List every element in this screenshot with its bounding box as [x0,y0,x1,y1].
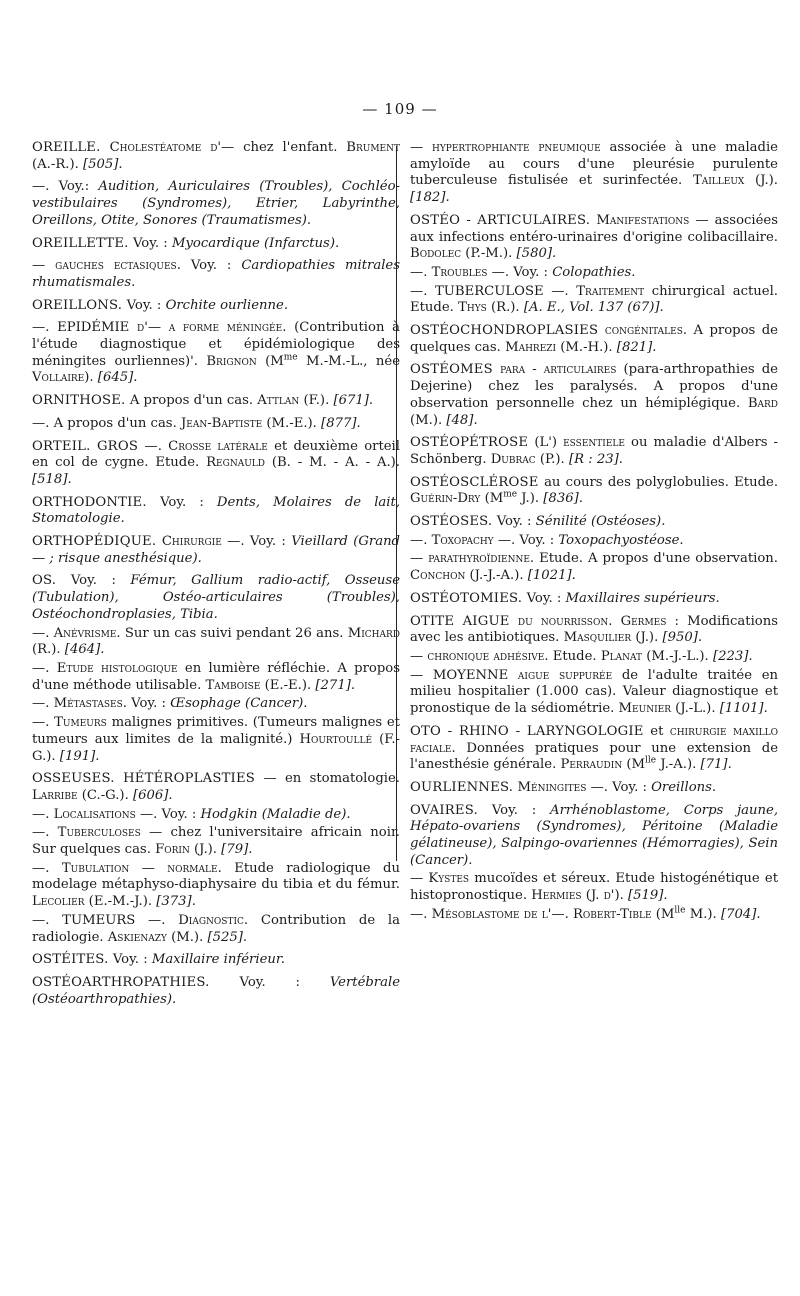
entry-text: Maxillaire inférieur. [151,952,285,968]
entry-text: [48]. [446,412,478,428]
entry-text: Bodolec [410,246,462,262]
entry-headword: ORTEIL. GROS [32,438,145,454]
index-entry [32,661,400,694]
entry-text: chirurgical actuel. Etude. [410,283,778,316]
entry-text: . A propos de quelques cas. [410,323,778,355]
index-entry [32,696,400,713]
entry-text: (L') [534,435,564,451]
entry-text: (M [256,353,284,369]
entry-headword: OREILLONS. [32,297,127,313]
page-number: — 109 — [362,100,438,118]
entry-text: (R.). [32,642,65,658]
entry-text: [A. E., Vol. 137 (67)]. [523,300,664,316]
entry-text: Cardiopathies mitrales rhumatismales. [32,258,400,290]
entry-text: (M.-J.-L.). [642,648,713,664]
entry-text: —. [32,860,62,876]
entry-text: Métastases [53,696,123,712]
entry-text: [373]. [156,894,196,910]
entry-text: (B. - M. - A. - A.). [264,455,401,471]
entry-text: A propos d'un cas. [129,393,258,409]
entry-text: hypertrophiante pneumique [431,140,601,155]
entry-text: —. [144,438,169,454]
entry-text: Germes [620,613,667,629]
index-entry [410,533,778,550]
entry-text: Voy. : [491,802,551,818]
index-entry [32,975,400,1008]
entry-text: —. Voy. : [135,806,201,822]
entry-text: Oreillons. [651,779,717,795]
entry-text: . Etude radiologique du modelage métaphyso-diaphysaire du tibia et du fémur. [32,860,400,893]
entry-text: —. Voy. : [221,534,292,550]
column-divider [396,146,397,861]
entry-text: Conchon [410,568,466,584]
entry-text: Robert-Tible [572,906,652,922]
index-entry [32,439,400,489]
entry-headword: OSTÉOCHONDROPLASIES [410,323,605,339]
entry-headword: OVAIRES. [410,802,492,818]
entry-text: malignes primitives. (Tumeurs malignes et tumeurs aux limites de la malignité.) [32,715,400,747]
entry-text: (J.). [744,173,778,189]
entry-text: Manifestations [596,212,690,228]
entry-text: Dents, Molaires de lait, Stomatologie. [32,494,401,527]
entry-text: Vollaire [32,370,85,386]
entry-text: —. TUBERCULOSE —. [410,283,577,299]
entry-text: —. [32,715,55,731]
entry-text: associée à une maladie amyloïde au cours d'une pleurésie purulente tuberculeuse fistulisée et surinfectée. [410,140,778,189]
entry-text: Fémur, Gallium radio-actif, Osseuse (Tubulation), Ostéo-articulaires (Troubles), Ostéochondroplasies, Tibia. [32,573,401,622]
entry-text: Colopathies. [552,264,636,280]
entry-text: (J. [581,888,604,904]
entry-text: Larribe [32,787,78,803]
index-entry [410,475,778,508]
entry-text: me [283,352,298,363]
entry-text: — chez l'enfant. [221,140,347,155]
entry-text: essentiele [563,435,625,451]
entry-text: (C.-G.). [77,787,133,803]
entry-text: chronique adhésive [427,648,545,664]
entry-text: Hermies [531,888,582,904]
entry-text: au cours des polyglobulies. Etude. [544,474,779,490]
entry-text: [191]. [59,748,100,764]
entry-text: Voy. : [160,494,217,510]
entry-text: en lumière réfléchie. A propos d'une méthode utilisable. [32,660,400,693]
entry-text: Audition, Auriculaires (Troubles), Cochléo-vestibulaires (Syndromes), Etrier, Labyrinthe, Oreillons, Otite, Sonores (Traumatismes). [32,179,400,228]
index-entry [410,668,778,718]
entry-text: de l'adulte traitée en milieu hospitalier (1.000 cas). Valeur diagnostique et pronostique de la sédiométrie. [410,667,778,717]
entry-text: . Etude. A propos d'une observation. [529,551,778,567]
entry-text: (F.-G.). [32,731,400,764]
entry-text: Forin [155,842,190,858]
entry-text: —. EPIDÉMIE [32,320,137,336]
entry-text: —. Voy.: [32,179,99,195]
entry-text: me [503,489,518,500]
entry-text: [518]. [32,471,72,487]
entry-text: Voy. : [239,974,330,990]
index-entry [32,952,400,969]
entry-text: [1021]. [527,568,576,584]
index-entry [410,724,778,774]
entry-text: et [650,723,670,739]
entry-text: — en stomatologie. [263,771,400,787]
entry-text: (J.). [189,842,222,858]
entry-text: Hodgkin (Maladie de). [200,806,351,822]
entry-text: Mahrezi [505,339,557,355]
entry-text: Crosse latérale [168,438,268,454]
entry-text: (J.-L.). [670,701,720,717]
entry-text: Tamboise [205,677,261,693]
entry-text: (M.). [166,929,208,945]
entry-text: Voy. : [126,297,166,313]
entry-text: [645]. [97,370,138,386]
entry-text: Voy. : [70,573,131,589]
index-entry [32,534,400,567]
entry-text: (E.-M.-J.). [84,894,157,910]
index-entry [410,362,778,429]
entry-text: Tubulation — normale [61,860,218,876]
index-column-left [32,140,400,1014]
entry-text: — [410,140,432,155]
entry-text: — [32,258,56,274]
entry-text: —. [551,906,573,922]
entry-text: —. TUMEURS —. [32,912,179,928]
entry-text: Lecolier [32,894,85,910]
entry-text: Tuberculoses [57,825,141,841]
entry-text: Troubles [431,264,488,280]
index-entry [32,913,400,946]
entry-text: Kystes [428,871,470,887]
entry-text: (M [622,757,646,773]
entry-text: Mésoblastome de l' [431,906,552,922]
entry-text: Diagnostic [178,912,244,928]
entry-text: (F.). [299,393,334,409]
entry-text: Voy. : [132,235,172,251]
entry-text: (P.). [535,451,569,467]
entry-text: . Données pratiques pour une extension de l'anesthésie générale. [410,740,778,773]
entry-text: (R.). [486,300,524,316]
index-entry [32,320,400,387]
entry-text: et deuxième orteil en col de cygne. Etude. [32,438,400,471]
entry-text: Askienazy [107,929,167,945]
entry-text: [182]. [410,190,450,206]
entry-text: Arrhénoblastome, Corps jaune, Hépato-ovariens (Syndromes), Péritoine (Maladie gélatineuse), Salpingo-ovariennes (Hémorragies), Sein (Cancer). [410,802,779,868]
entry-headword: OSTÉOMES [410,362,501,378]
entry-text: mucoïdes et séreux. Etude histogénétique et histopronostique. [410,871,778,904]
entry-text: Hourtoullé [299,731,373,747]
entry-text: parathyroïdienne [428,551,530,567]
entry-text: Brument [346,140,400,155]
entry-text: Brignon [206,353,257,369]
index-entry [410,614,778,647]
entry-text: —. A propos d'un cas. [32,415,181,431]
index-entry [32,416,400,433]
entry-text: (E.-E.). [260,677,316,693]
index-entry [32,573,400,623]
entry-text: [519]. [627,888,668,904]
entry-text: Regnauld [206,455,265,471]
entry-text: —. [32,660,57,676]
entry-text: (M.-H.). [556,339,617,355]
index-entry [410,265,778,282]
entry-text: Etude histologique [56,660,178,676]
entry-text: —. [410,532,432,548]
entry-text: ). [84,370,98,386]
entry-text: Perraudin [560,757,623,773]
entry-text: —. Voy. : [487,264,553,280]
entry-headword: OURLIENNES. [410,779,518,795]
entry-text: [950]. [662,630,703,646]
entry-text: (J.-J.-A.). [465,568,528,584]
entry-text: congénitales [604,323,683,339]
entry-text: [821]. [616,339,657,355]
entry-headword: OS. [32,573,71,589]
entry-text: —. Voy. : [586,779,652,795]
entry-text: (M [651,906,675,922]
index-column-right [410,140,778,930]
entry-text: Sénilité (Ostéoses). [535,514,666,530]
entry-headword: OREILLE. [32,140,110,155]
entry-text: —. [32,696,54,712]
entry-text: Toxopachyostéose. [558,532,684,548]
index-entry [32,140,400,173]
index-entry [410,591,778,608]
index-entry [32,258,400,291]
entry-text: lle [645,755,657,766]
entry-text: Vertébrale (Ostéoarthropathies). [32,974,400,1007]
entry-text: ). [614,888,628,904]
entry-text: Tumeurs [54,715,107,731]
entry-headword: OSTÉO - ARTICULAIRES. [410,212,597,228]
entry-text: para - articulaires [500,362,617,378]
entry-text: du nourrisson [517,613,609,629]
entry-text: [525]. [207,929,248,945]
entry-text: — [410,871,429,887]
entry-text: . Etude. [544,648,601,664]
index-entry [32,298,400,315]
entry-text: —. [32,825,58,841]
entry-text: Guérin-Dry [410,491,481,507]
index-entry [32,861,400,911]
entry-text: . Voy. : [122,696,171,712]
entry-headword: OTO - RHINO - LARYNGOLOGIE [410,723,651,739]
entry-text: Vieillard (Grand — ; risque anesthésique). [32,534,400,566]
entry-text: Jean-Baptiste [180,415,263,431]
entry-text: Voy. : [112,952,152,968]
entry-text: gauches ectasiques [55,258,177,274]
entry-text: (M.-E.). [262,415,322,431]
index-entry [410,803,778,870]
index-entry [32,807,400,824]
entry-text: [223]. [712,648,753,664]
index-entry [32,825,400,858]
entry-text: — [410,648,428,664]
entry-headword: OSTÉOTOMIES. [410,590,527,606]
entry-text: (P.-M.). [461,246,517,262]
entry-text: Planat [600,648,643,664]
entry-text: chirurgie maxillo faciale [410,723,779,756]
entry-text: [671]. [333,393,374,409]
entry-text: [464]. [64,642,105,658]
entry-text: — chez l'universitaire africain noir. Sur quelques cas. [32,825,400,858]
entry-text: (A.-R.). [32,156,83,172]
index-entry [410,284,778,317]
entry-text: Cholestéatome d' [109,140,222,155]
entry-text: Bard [747,395,778,411]
entry-text: — associées aux infections entéro-urinaires d'origine colibacillaire. [410,212,778,245]
index-entry [410,435,778,468]
index-entry [410,140,778,207]
entry-text: aigue suppurée [517,667,613,683]
entry-text: lle [674,905,686,916]
entry-text: Chirurgie [161,534,222,550]
entry-text: Toxopachy [431,532,494,548]
entry-headword: OSTÉOSES. [410,514,497,530]
entry-text: Attlan [257,393,300,409]
entry-text: (para-arthropathies de Dejerine) chez les paralysés. A propos d'une observation personnelle chez un hémiplégique. [410,362,778,411]
index-entry [32,179,400,229]
entry-text: (M [480,491,504,507]
entry-text: Myocardique (Infarctus). [171,235,340,251]
entry-text: [580]. [516,246,557,262]
entry-text: (J.). [631,630,663,646]
entry-text: Tailleux [692,173,745,189]
entry-text: [1101]. [719,701,768,717]
entry-text: — MOYENNE [410,667,518,683]
index-entry [32,236,400,253]
index-entry [32,626,400,659]
entry-text: [836]. [543,491,583,507]
entry-text: Maxillaires supérieurs. [565,590,720,606]
entry-text: [606]. [132,787,173,803]
entry-text: Localisations [53,806,136,822]
entry-headword: ORTHODONTIE. [32,494,161,510]
index-entry [410,780,778,797]
index-entry [410,907,778,924]
entry-text: Méningites [517,779,587,795]
entry-text: — [410,551,429,567]
entry-text: . Contribution de la radiologie. [32,912,400,945]
entry-text: —. [410,264,432,280]
entry-text: : Modifications avec les antibiotiques. [410,613,778,646]
entry-text: Œsophage (Cancer). [170,696,308,712]
entry-text: J.-A.). [656,757,701,773]
entry-headword: ORTHOPÉDIQUE. [32,534,162,550]
entry-text: [71]. [700,757,732,773]
index-entry [32,495,400,528]
entry-text: (M.). [410,412,447,428]
entry-text: Anévrisme [53,625,117,641]
entry-text: —. [32,806,54,822]
entry-text: Meunier [618,701,671,717]
entry-text: Thys [458,300,487,316]
entry-text: —. [410,906,432,922]
entry-text: M.-M.-L., née [297,353,400,369]
entry-text: Michard [347,625,400,641]
entry-text: M.). [685,906,721,922]
entry-headword: OSTÉOSCLÉROSE [410,474,545,490]
entry-headword: OSTÉOPÉTROSE [410,435,535,451]
entry-text: Voy. : [496,514,536,530]
entry-headword: OTITE AIGUE [410,613,518,629]
index-entry [32,771,400,804]
entry-headword: OSSEUSES. HÉTÉROPLASTIES [32,771,264,787]
entry-text: d'— a forme méningée [137,320,283,336]
index-entry [32,393,400,410]
entry-text: . Sur un cas suivi pendant 26 ans. [116,625,348,641]
entry-headword: OSTÉITES. [32,952,113,968]
entry-text: Traitement [576,283,645,299]
entry-text: [877]. [321,415,361,431]
entry-text: Dubrac [490,451,536,467]
index-entry [410,551,778,584]
index-entry [410,323,778,356]
entry-text: d' [603,888,615,904]
index-entry [410,213,778,263]
index-entry [410,514,778,531]
entry-text: ou maladie d'Albers - Schönberg. [410,435,778,467]
entry-headword: OSTÉOARTHROPATHIES. [32,974,240,990]
entry-text: . Voy. : [176,258,242,274]
entry-text: [704]. [720,906,761,922]
entry-text: [79]. [221,842,253,858]
entry-text: Voy. : [526,590,566,606]
entry-text: . (Contribution à l'étude diagnostique et épidémiologique des méningites ourliennes)'. [32,320,401,369]
entry-text: Orchite ourlienne. [165,297,289,313]
entry-text: [R : 23]. [568,451,623,467]
entry-text: —. Voy. : [493,532,559,548]
entry-text: [271]. [315,677,356,693]
entry-text: . [608,613,621,629]
index-entry [410,871,778,904]
entry-text: Masquilier [563,630,632,646]
entry-headword: ORNITHOSE. [32,393,130,409]
index-entry [32,715,400,765]
entry-headword: OREILLETTE. [32,235,133,251]
entry-text: —. [32,625,54,641]
index-entry [410,649,778,666]
entry-text: J.). [517,491,544,507]
entry-text: [505]. [82,156,123,172]
